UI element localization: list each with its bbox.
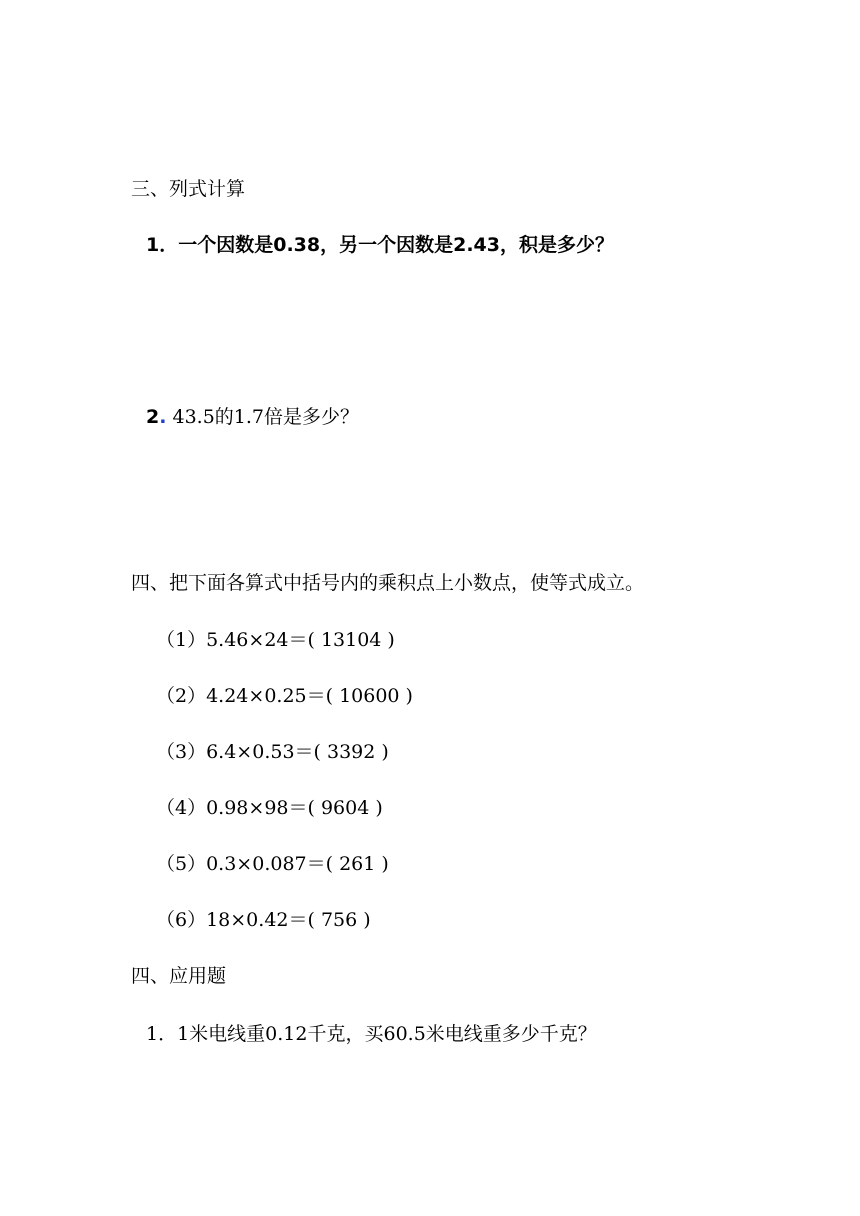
- section-5-title: 四、应用题: [131, 965, 227, 987]
- question-3-2-text: 43.5的1.7倍是多少？: [166, 406, 360, 428]
- section-4-title: 四、把下面各算式中括号内的乘积点上小数点，使等式成立。: [131, 572, 645, 594]
- equation-item-2: （2）4.24×0.25＝( 10600 ): [156, 685, 413, 707]
- equation-item-4: （4）0.98×98＝( 9604 ): [156, 797, 383, 819]
- equation-item-3: （3）6.4×0.53＝( 3392 ): [156, 741, 389, 763]
- question-3-2-number: 2: [146, 406, 160, 428]
- question-3-2-dot: .: [159, 406, 167, 428]
- equation-item-1: （1）5.46×24＝( 13104 ): [156, 629, 395, 651]
- equation-item-5: （5）0.3×0.087＝( 261 ): [156, 853, 389, 875]
- application-question-1: 1．1米电线重0.12千克，买60.5米电线重多少千克？: [146, 1023, 597, 1045]
- question-3-1: 1．一个因数是0.38，另一个因数是2.43，积是多少？: [146, 234, 614, 256]
- question-3-2: [146, 405, 359, 429]
- section-3-title: 三、列式计算: [131, 178, 246, 200]
- equation-item-6: （6）18×0.42＝( 756 ): [156, 909, 371, 931]
